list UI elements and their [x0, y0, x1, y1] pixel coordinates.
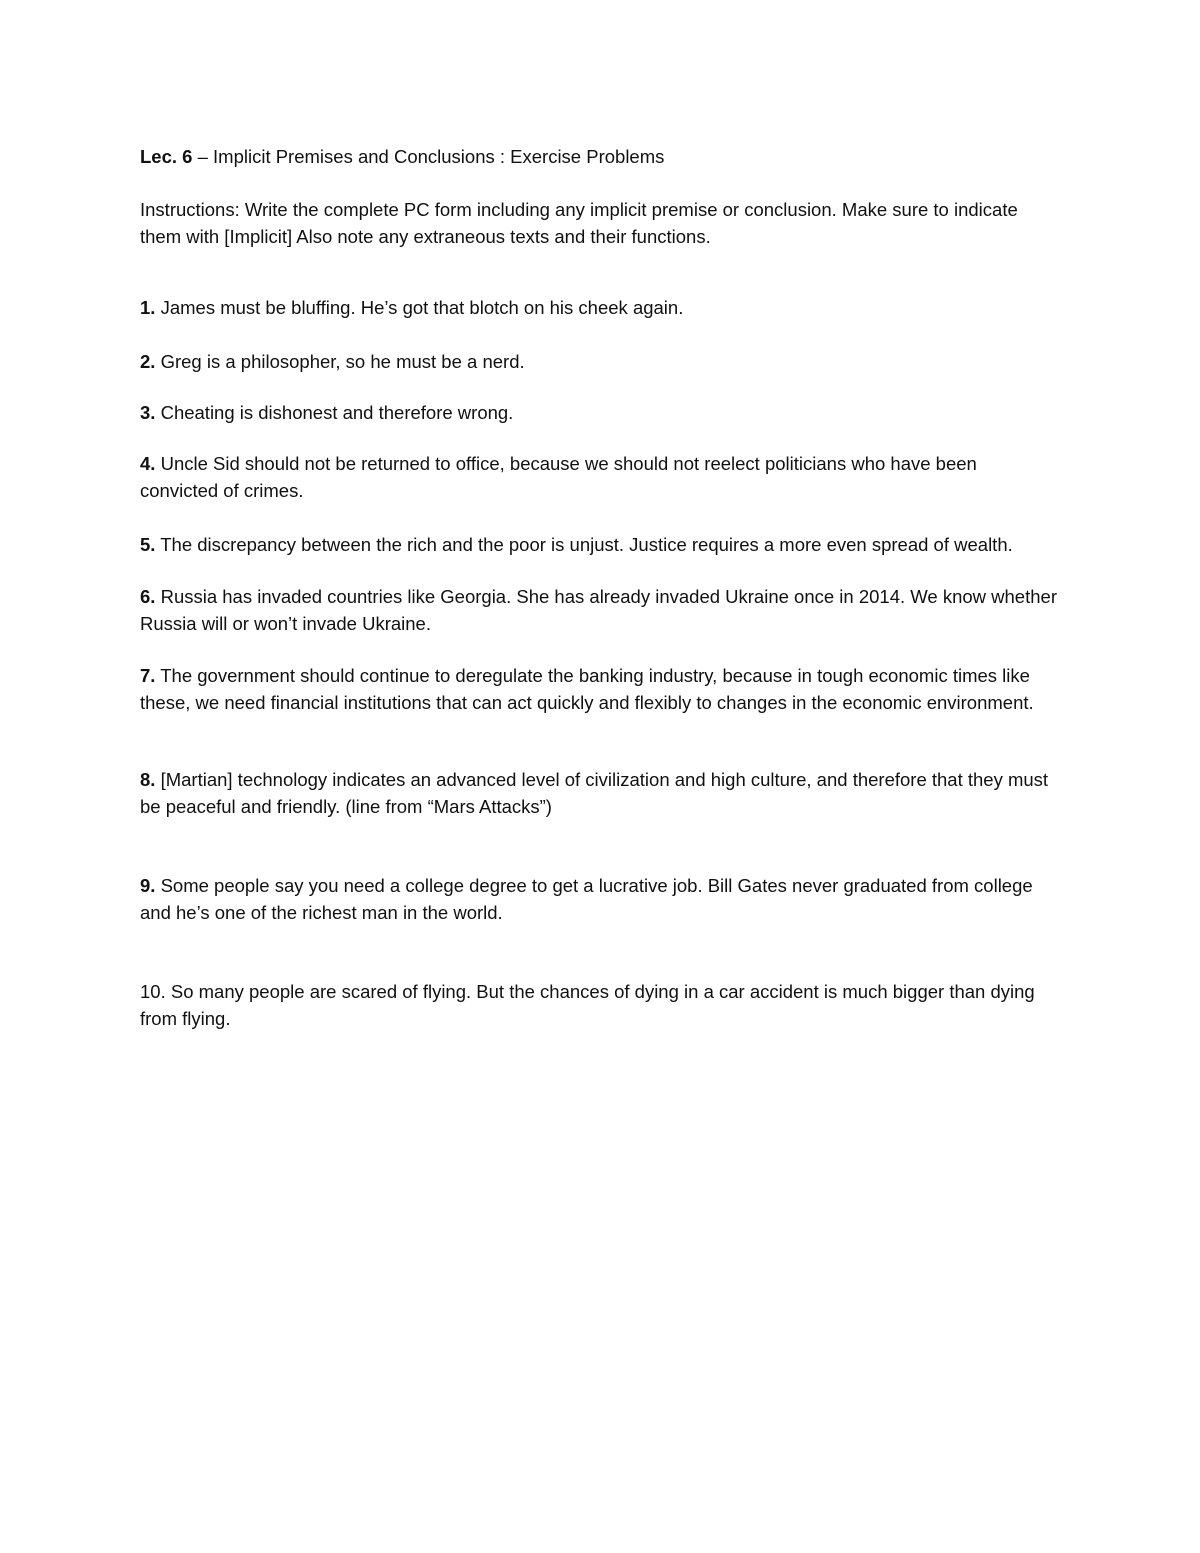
problem-text: Cheating is dishonest and therefore wrong.	[155, 402, 514, 423]
instructions-paragraph: Instructions: Write the complete PC form including any implicit premise or conclusion. Make sure to indicate them with [Implicit] Also note any extraneous texts and their functions.	[140, 199, 1018, 247]
problem-text: James must be bluffing. He’s got that blotch on his cheek again.	[155, 297, 684, 318]
problem-text: The government should continue to deregulate the banking industry, because in tough economic times like these, we need financial institutions that can act quickly and flexibly to changes in the economic environment.	[140, 665, 1034, 713]
title-text: – Implicit Premises and Conclusions : Exercise Problems	[192, 146, 665, 167]
problem-number: 4.	[140, 453, 156, 474]
problem-number: 2.	[140, 351, 156, 372]
problem-number: 3.	[140, 402, 156, 423]
problem-item-3	[140, 399, 1060, 426]
problem-item-9	[140, 872, 1060, 926]
problem-item-2	[140, 348, 1060, 375]
problem-text: The discrepancy between the rich and the poor is unjust. Justice requires a more even spread of wealth.	[155, 534, 1013, 555]
problem-text: Some people say you need a college degree to get a lucrative job. Bill Gates never graduated from college and he’s one of the richest man in the world.	[140, 875, 1033, 923]
problem-item-6	[140, 583, 1060, 637]
problem-number: 5.	[140, 534, 156, 555]
problem-item-10	[140, 978, 1060, 1032]
problem-number: 8.	[140, 769, 156, 790]
problem-item-1	[140, 294, 1060, 321]
title-lecture-number: Lec. 6	[140, 146, 193, 167]
problem-number: 7.	[140, 665, 156, 686]
problem-text: So many people are scared of flying. But the chances of dying in a car accident is much bigger than dying from flying.	[140, 981, 1035, 1029]
problem-text: Greg is a philosopher, so he must be a nerd.	[155, 351, 525, 372]
problem-text: Uncle Sid should not be returned to office, because we should not reelect politicians who have been convicted of crimes.	[140, 453, 977, 501]
problem-number: 6.	[140, 586, 156, 607]
problem-item-7	[140, 662, 1060, 716]
problem-item-4	[140, 450, 1060, 504]
problem-text: [Martian] technology indicates an advanced level of civilization and high culture, and therefore that they must be peaceful and friendly. (line from “Mars Attacks”)	[140, 769, 1049, 817]
problem-list	[140, 294, 1060, 1032]
page-title	[140, 143, 1060, 170]
problem-number: 1.	[140, 297, 156, 318]
problem-item-5	[140, 531, 1060, 558]
problem-text: Russia has invaded countries like Georgia. She has already invaded Ukraine once in 2014. We know whether Russia will or won’t invade Ukraine.	[140, 586, 1057, 634]
document-content	[140, 143, 1060, 1032]
problem-number: 9.	[140, 875, 156, 896]
problem-number: 10.	[140, 981, 166, 1002]
problem-item-8	[140, 766, 1060, 820]
